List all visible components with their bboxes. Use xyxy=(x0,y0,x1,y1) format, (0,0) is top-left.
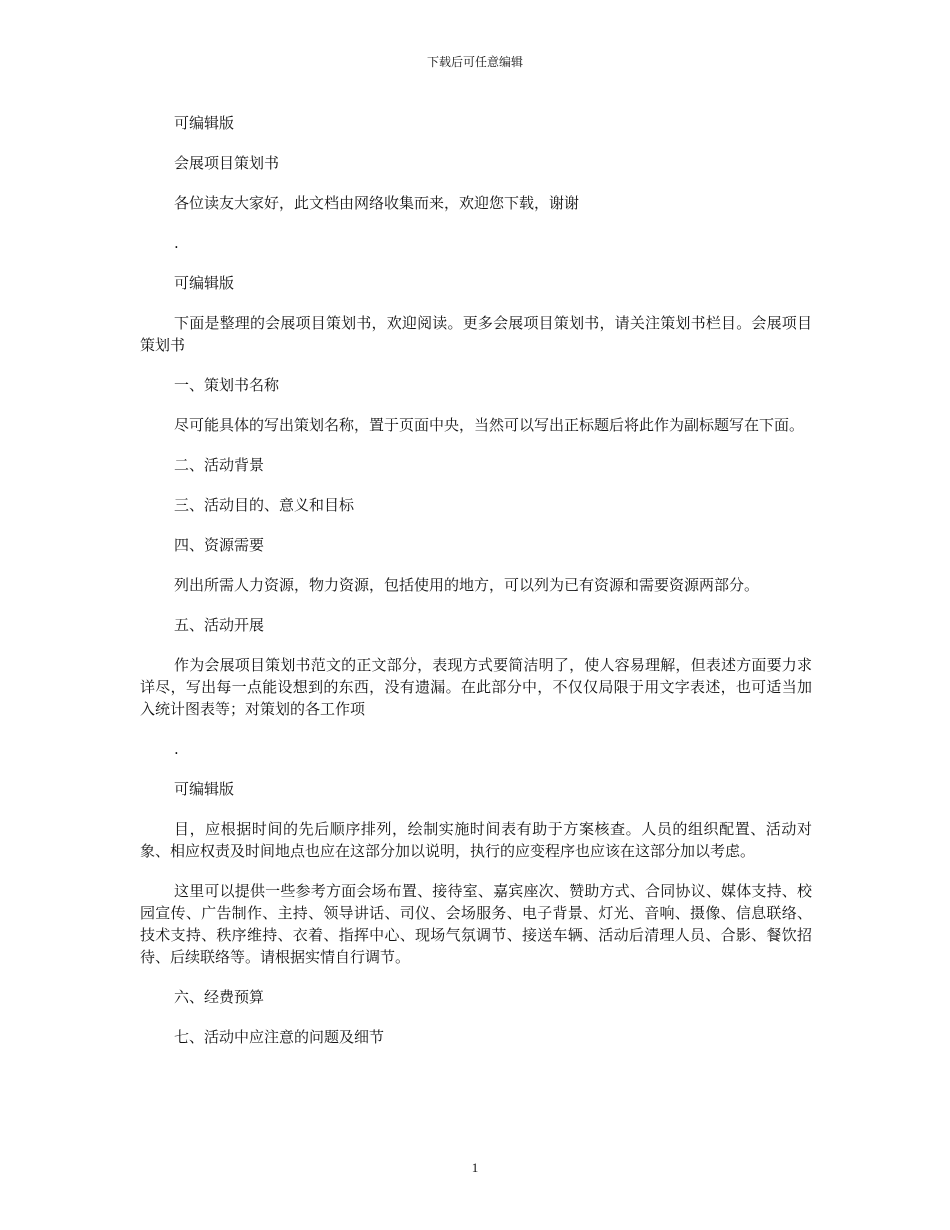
paragraph: 尽可能具体的写出策划名称，置于页面中央，当然可以写出正标题后将此作为副标题写在下面。 xyxy=(174,416,805,434)
section-heading: 七、活动中应注意的问题及细节 xyxy=(174,1028,385,1046)
paragraph: 各位读友大家好，此文档由网络收集而来，欢迎您下载，谢谢 xyxy=(174,194,580,212)
paragraph: 目，应根据时间的先后顺序排列，绘制实施时间表有助于方案核查。人员的组织配置、活动对象、相应权责及时间地点也应在这部分加以说明，执行的应变程序也应该在这部分加以考虑。 xyxy=(140,820,812,860)
page-number: 1 xyxy=(471,1160,479,1175)
paragraph: 可编辑版 xyxy=(174,274,235,292)
paragraph: . xyxy=(174,234,179,252)
section-heading: 四、资源需要 xyxy=(174,536,265,554)
paragraph: 这里可以提供一些参考方面会场布置、接待室、嘉宾座次、赞助方式、合同协议、媒体支持、校园宣传、广告制作、主持、领导讲话、司仪、会场服务、电子背景、灯光、音响、摄像、信息联络、技术支持、秩序维持、衣着、指挥中心、现场气氛调节、接送车辆、活动后清理人员、合影、餐饮招待、后续联络等。请根据实情自行调节。 xyxy=(140,882,812,966)
document-body xyxy=(140,112,812,1066)
paragraph: 可编辑版 xyxy=(174,114,235,132)
header-note: 下载后可任意编辑 xyxy=(426,55,523,69)
paragraph: 列出所需人力资源，物力资源，包括使用的地方，可以列为已有资源和需要资源两部分。 xyxy=(174,576,760,594)
document-title: 会展项目策划书 xyxy=(174,154,280,172)
paragraph: 下面是整理的会展项目策划书，欢迎阅读。更多会展项目策划书，请关注策划书栏目。会展项目策划书 xyxy=(140,314,812,354)
paragraph: . xyxy=(174,740,179,758)
paragraph: 作为会展项目策划书范文的正文部分，表现方式要简洁明了，使人容易理解，但表述方面要力求详尽，写出每一点能设想到的东西，没有遗漏。在此部分中，不仅仅局限于用文字表述，也可适当加入统计图表等；对策划的各工作项 xyxy=(140,656,812,718)
section-heading: 一、策划书名称 xyxy=(174,376,280,394)
section-heading: 二、活动背景 xyxy=(174,456,265,474)
paragraph: 可编辑版 xyxy=(174,780,235,798)
section-heading: 五、活动开展 xyxy=(174,616,265,634)
section-heading: 三、活动目的、意义和目标 xyxy=(174,496,355,514)
section-heading: 六、经费预算 xyxy=(174,988,265,1006)
